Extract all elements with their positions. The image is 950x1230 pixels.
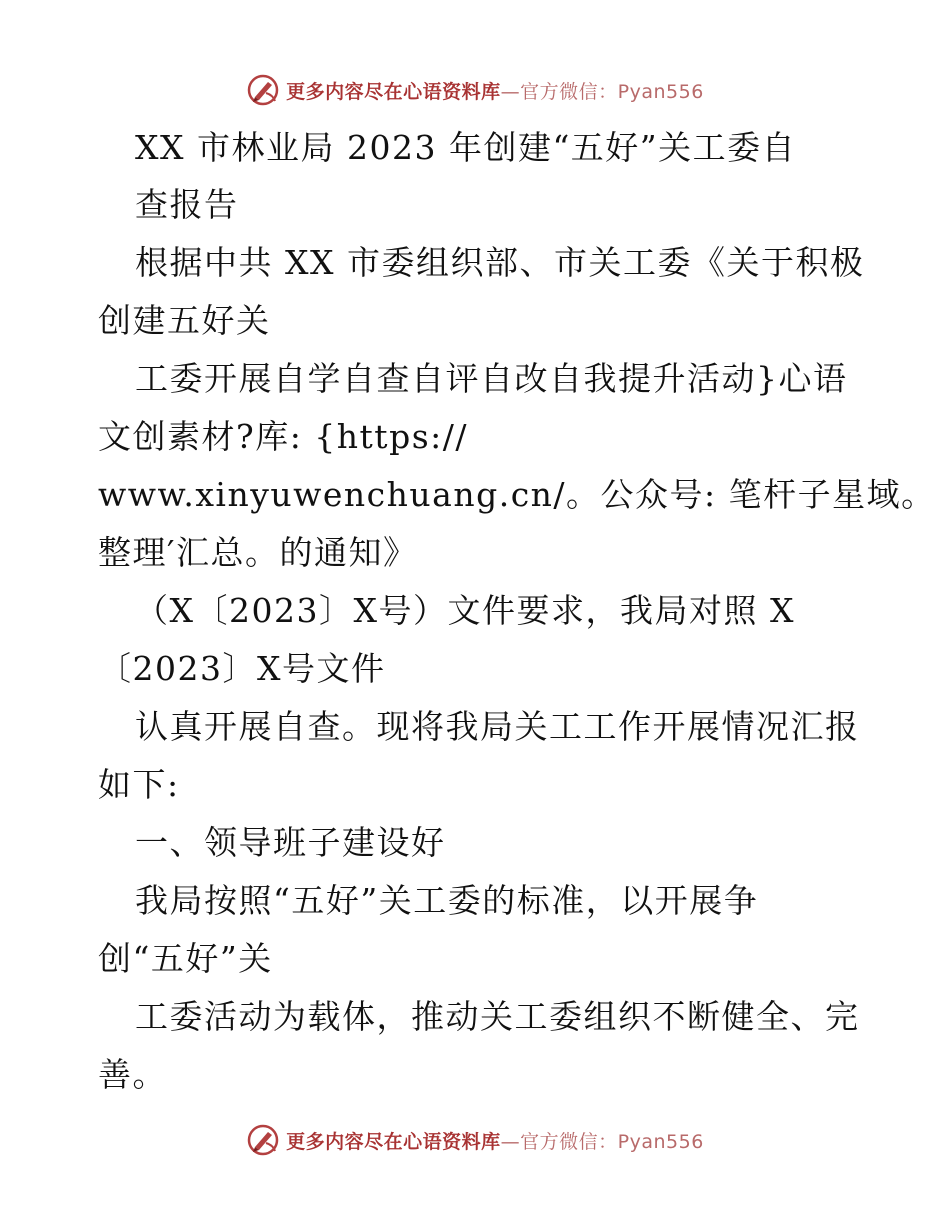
watermark-text: 更多内容尽在心语资料库—官方微信：Pyan556 bbox=[286, 80, 704, 103]
paragraph-line: 工委开展自学自查自评自改自我提升活动}心语 bbox=[135, 359, 848, 398]
paragraph-line: 认真开展自查。现将我局关工工作开展情况汇报 bbox=[135, 707, 860, 746]
pen-logo-icon bbox=[246, 73, 280, 107]
watermark-banner-top bbox=[0, 70, 950, 110]
paragraph-line: 我局按照“五好”关工委的标准，以开展争 bbox=[135, 881, 759, 920]
paragraph-line: 如下: bbox=[98, 765, 180, 804]
paragraph-line: 整理′汇总。的通知》 bbox=[98, 533, 418, 572]
paragraph-line: 〔2023〕X号文件 bbox=[98, 649, 386, 688]
paragraph-line: 工委活动为载体，推动关工委组织不断健全、完 bbox=[135, 997, 860, 1036]
document-title-line-1: XX 市林业局 2023 年创建“五好”关工委自 bbox=[135, 128, 797, 167]
section-heading: 一、领导班子建设好 bbox=[135, 823, 446, 862]
document-title-line-2: 查报告 bbox=[135, 185, 239, 224]
paragraph-line: www.xinyuwenchuang.cn/。公众号: 笔杆子星域。 bbox=[98, 475, 936, 514]
pen-logo-icon bbox=[246, 1123, 280, 1157]
paragraph-line: 根据中共 XX 市委组织部、市关工委《关于积极 bbox=[135, 243, 865, 282]
paragraph-line: （X〔2023〕X号）文件要求，我局对照 X bbox=[135, 591, 795, 630]
paragraph-line: 创“五好”关 bbox=[98, 939, 273, 978]
watermark-text: 更多内容尽在心语资料库—官方微信：Pyan556 bbox=[286, 1130, 704, 1153]
watermark-banner-bottom bbox=[0, 1120, 950, 1160]
paragraph-line: 善。 bbox=[98, 1055, 167, 1094]
paragraph-line: 创建五好关 bbox=[98, 301, 271, 340]
paragraph-line: 文创素材?库: {https:// bbox=[98, 417, 468, 456]
